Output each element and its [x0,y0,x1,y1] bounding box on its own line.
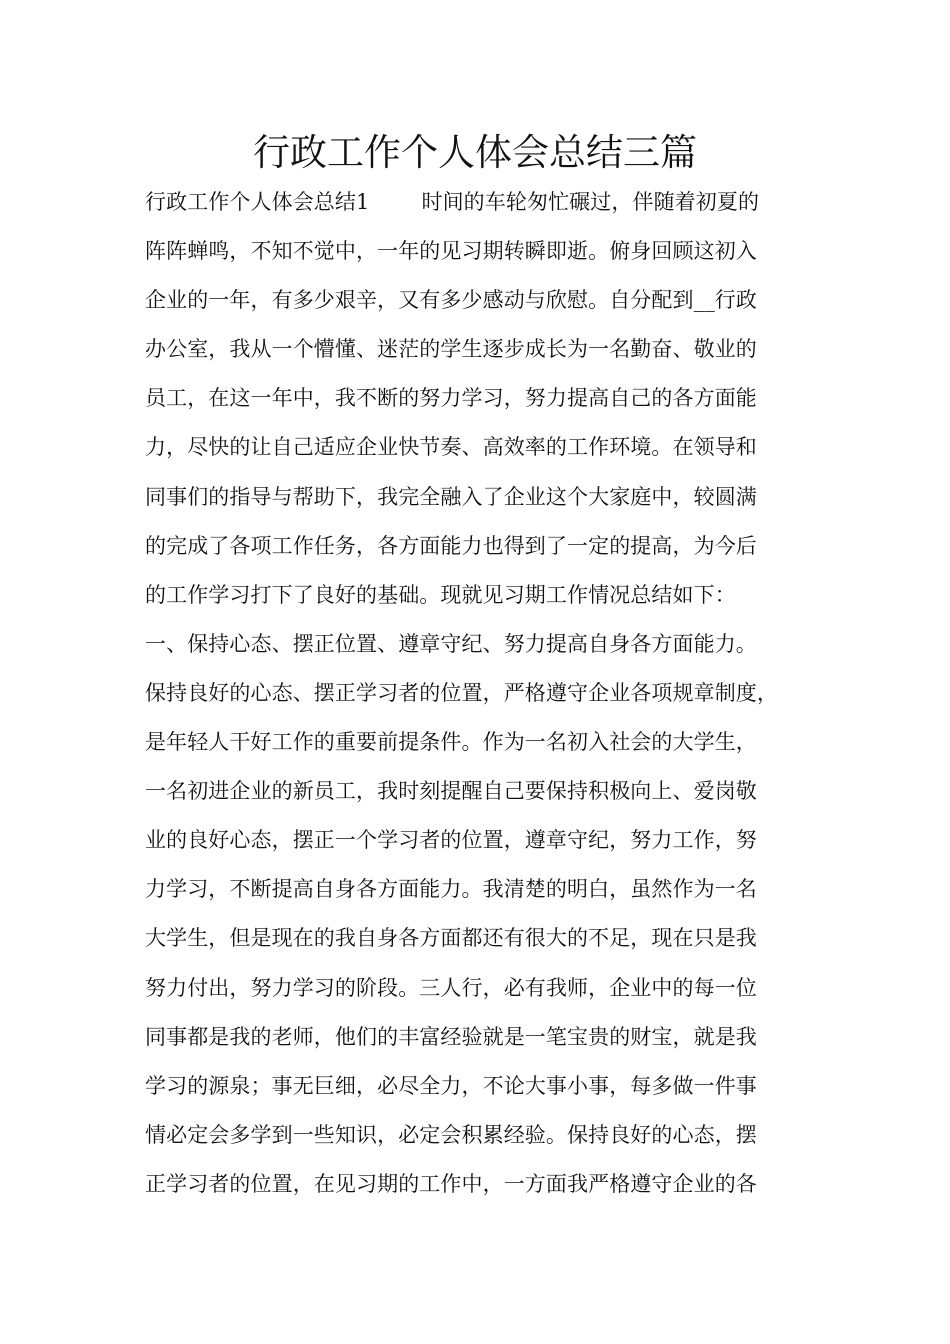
paragraph-line: 阵阵蝉鸣，不知不觉中，一年的见习期转瞬即逝。俯身回顾这初入 [145,239,757,264]
paragraph-line: 员工，在这一年中，我不断的努力学习，努力提高自己的各方面能 [145,386,757,411]
section-heading: 一、保持心态、摆正位置、遵章守纪、努力提高自身各方面能力。 [145,631,757,656]
paragraph-line: 努力付出，努力学习的阶段。三人行，必有我师，企业中的每一位 [145,975,757,1000]
paragraph-text: 时间的车轮匆忙碾过，伴随着初夏的 [421,190,760,214]
document-body [145,178,825,1209]
paragraph-line: 情必定会多学到一些知识，必定会积累经验。保持良好的心态，摆 [145,1122,757,1147]
paragraph-line: 同事都是我的老师，他们的丰富经验就是一笔宝贵的财宝，就是我 [145,1024,757,1049]
paragraph-line: 正学习者的位置，在见习期的工作中，一方面我严格遵守企业的各 [145,1171,757,1196]
paragraph-line: 力学习，不断提高自身各方面能力。我清楚的明白，虽然作为一名 [145,877,757,902]
document-title: 行政工作个人体会总结三篇 [253,131,697,174]
paragraph-line: 大学生，但是现在的我自身各方面都还有很大的不足，现在只是我 [145,926,757,951]
paragraph-line: 力，尽快的让自己适应企业快节奏、高效率的工作环境。在领导和 [145,435,757,460]
paragraph-line: 办公室，我从一个懵懂、迷茫的学生逐步成长为一名勤奋、敬业的 [145,337,757,362]
paragraph-line: 业的良好心态，摆正一个学习者的位置，遵章守纪，努力工作，努 [145,828,757,853]
paragraph-line: 学习的源泉；事无巨细，必尽全力，不论大事小事，每多做一件事 [145,1073,757,1098]
paragraph-line: 同事们的指导与帮助下，我完全融入了企业这个大家庭中，较圆满 [145,484,757,509]
paragraph-line: 的工作学习打下了良好的基础。现就见习期工作情况总结如下： [145,582,736,607]
paragraph-line: 的完成了各项工作任务，各方面能力也得到了一定的提高，为今后 [145,533,757,558]
section-label: 行政工作个人体会总结1 [145,190,370,214]
paragraph-line: 一名初进企业的新员工，我时刻提醒自己要保持积极向上、爱岗敬 [145,779,757,804]
paragraph-line: 企业的一年，有多少艰辛，又有多少感动与欣慰。自分配到__行政 [145,288,757,313]
paragraph-line [145,178,825,227]
paragraph-line: 保持良好的心态、摆正学习者的位置，严格遵守企业各项规章制度， [145,680,778,705]
paragraph-line: 是年轻人干好工作的重要前提条件。作为一名初入社会的大学生， [145,730,757,755]
